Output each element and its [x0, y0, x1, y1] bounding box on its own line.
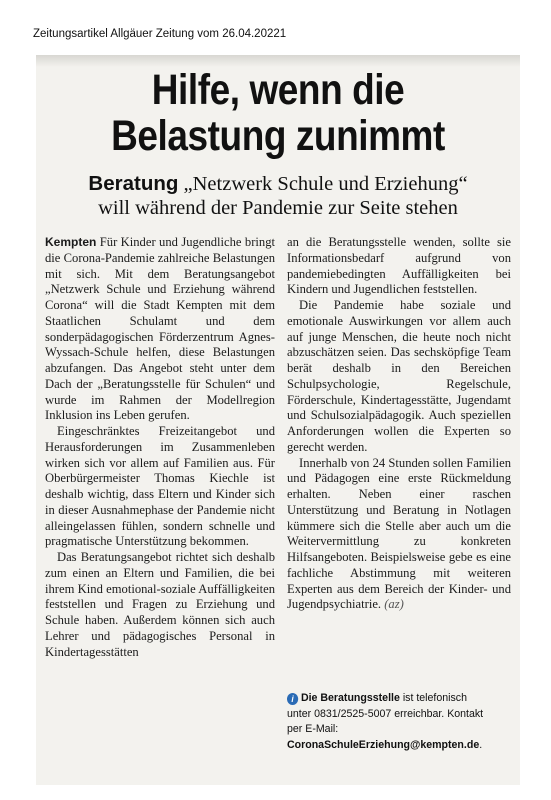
headline-line-1: Hilfe, wenn die	[151, 66, 405, 114]
paragraph-text: Für Kinder und Jugendliche bringt die Corona-Pandemie zahlreiche Belastungen mit sich. Mit dem Beratungsangebot „Netzwerk Schule und Erziehung während Corona“ will die Stadt Kempten mit dem Staatlichen Schulamt und dem sonderpädagogischen Förderzentrum Agnes-Wyssach-Schule helfen, diese Belastungen abzufangen. Das Angebot steht unter dem Dach der „Beratungsstelle für Schulen“ und wurde im Rahmen der Modellregion Inklusion ins Leben gerufen.	[45, 235, 276, 423]
article-paragraph	[287, 456, 511, 614]
info-text: ist telefonisch unter 0831/2525-5007 erreichbar.	[287, 692, 467, 720]
article-column-right	[287, 235, 511, 613]
article-headline	[70, 67, 486, 159]
info-email-label: Kontakt per E-Mail:	[287, 707, 484, 735]
document-caption: Zeitungsartikel Allgäuer Zeitung vom 26.04.20221	[33, 28, 287, 40]
article-column-left	[45, 235, 275, 660]
newspaper-clipping	[36, 55, 520, 785]
article-paragraph: Das Beratungsangebot richtet sich deshalb zum einen an Eltern und Familien, die bei ihrem Kind emotional-soziale Auffälligkeiten feststellen und Fragen zu Erziehung und Schule haben. Außerdem können sich auch Lehrer und pädagogisches Personal in Kindertagesstätten	[45, 550, 275, 659]
info-email[interactable]: CoronaSchuleErziehung@kempten.de	[287, 738, 480, 751]
subheadline-title: „Netzwerk Schule und Erziehung“	[183, 173, 468, 195]
contact-info-box	[287, 691, 492, 753]
subheadline-line-1	[36, 172, 520, 196]
author-initials: (az)	[384, 597, 404, 612]
info-label: Die Beratungsstelle	[300, 692, 400, 704]
article-paragraph	[45, 235, 275, 424]
subheadline-kicker: Beratung	[88, 172, 179, 195]
info-end: .	[479, 738, 483, 751]
article-dateline: Kempten	[45, 235, 97, 249]
headline-line-2: Belastung zunimmt	[111, 112, 445, 160]
article-paragraph: Eingeschränktes Freizeitangebot und Herausforderungen im Zusammenleben wirken sich vor allem auf Familien aus. Für Oberbürgermeister Thomas Kiechle ist deshalb wichtig, dass Eltern und Kinder sich in dieser Ausnahmephase der Pandemie nicht alleingelassen fühlen, sondern schnelle und pragmatische Unterstützung bekommen.	[45, 424, 275, 549]
paragraph-text: Innerhalb von 24 Stunden sollen Familien und Pädagogen eine erste Rückmeldung erhalten. Neben einer raschen Unterstützung und Beratung in Notlagen kümmere sich die Stelle aber auch um die Weitervermittlung zu konkreten Hilfsangeboten. Beispielsweise gebe es eine fachliche Abstimmung mit weiteren Experten aus dem Bereich der Kinder- und Jugendpsychiatrie.	[287, 455, 511, 612]
article-paragraph: Die Pandemie habe soziale und emotionale Auswirkungen vor allem auch auf junge Menschen, die heute noch nicht abzuschätzen seien. Das sechsköpfige Team berät deshalb in den Bereichen Schulpsychologie, Regelschule, Förderschule, Kindertagesstätte, Jugendamt und Schulsozialpädagogik. Auch speziellen Anforderungen wollen die Experten so gerecht werden.	[287, 298, 511, 454]
info-icon: i	[287, 693, 298, 705]
article-paragraph: an die Beratungsstelle wenden, sollte sie Informationsbedarf aufgrund von pandemiebedingten Auffälligkeiten bei Kindern und Jugendlichen feststellen.	[287, 235, 511, 297]
article-subheadline	[36, 172, 520, 220]
subheadline-line-2: will während der Pandemie zur Seite stehen	[98, 197, 458, 219]
